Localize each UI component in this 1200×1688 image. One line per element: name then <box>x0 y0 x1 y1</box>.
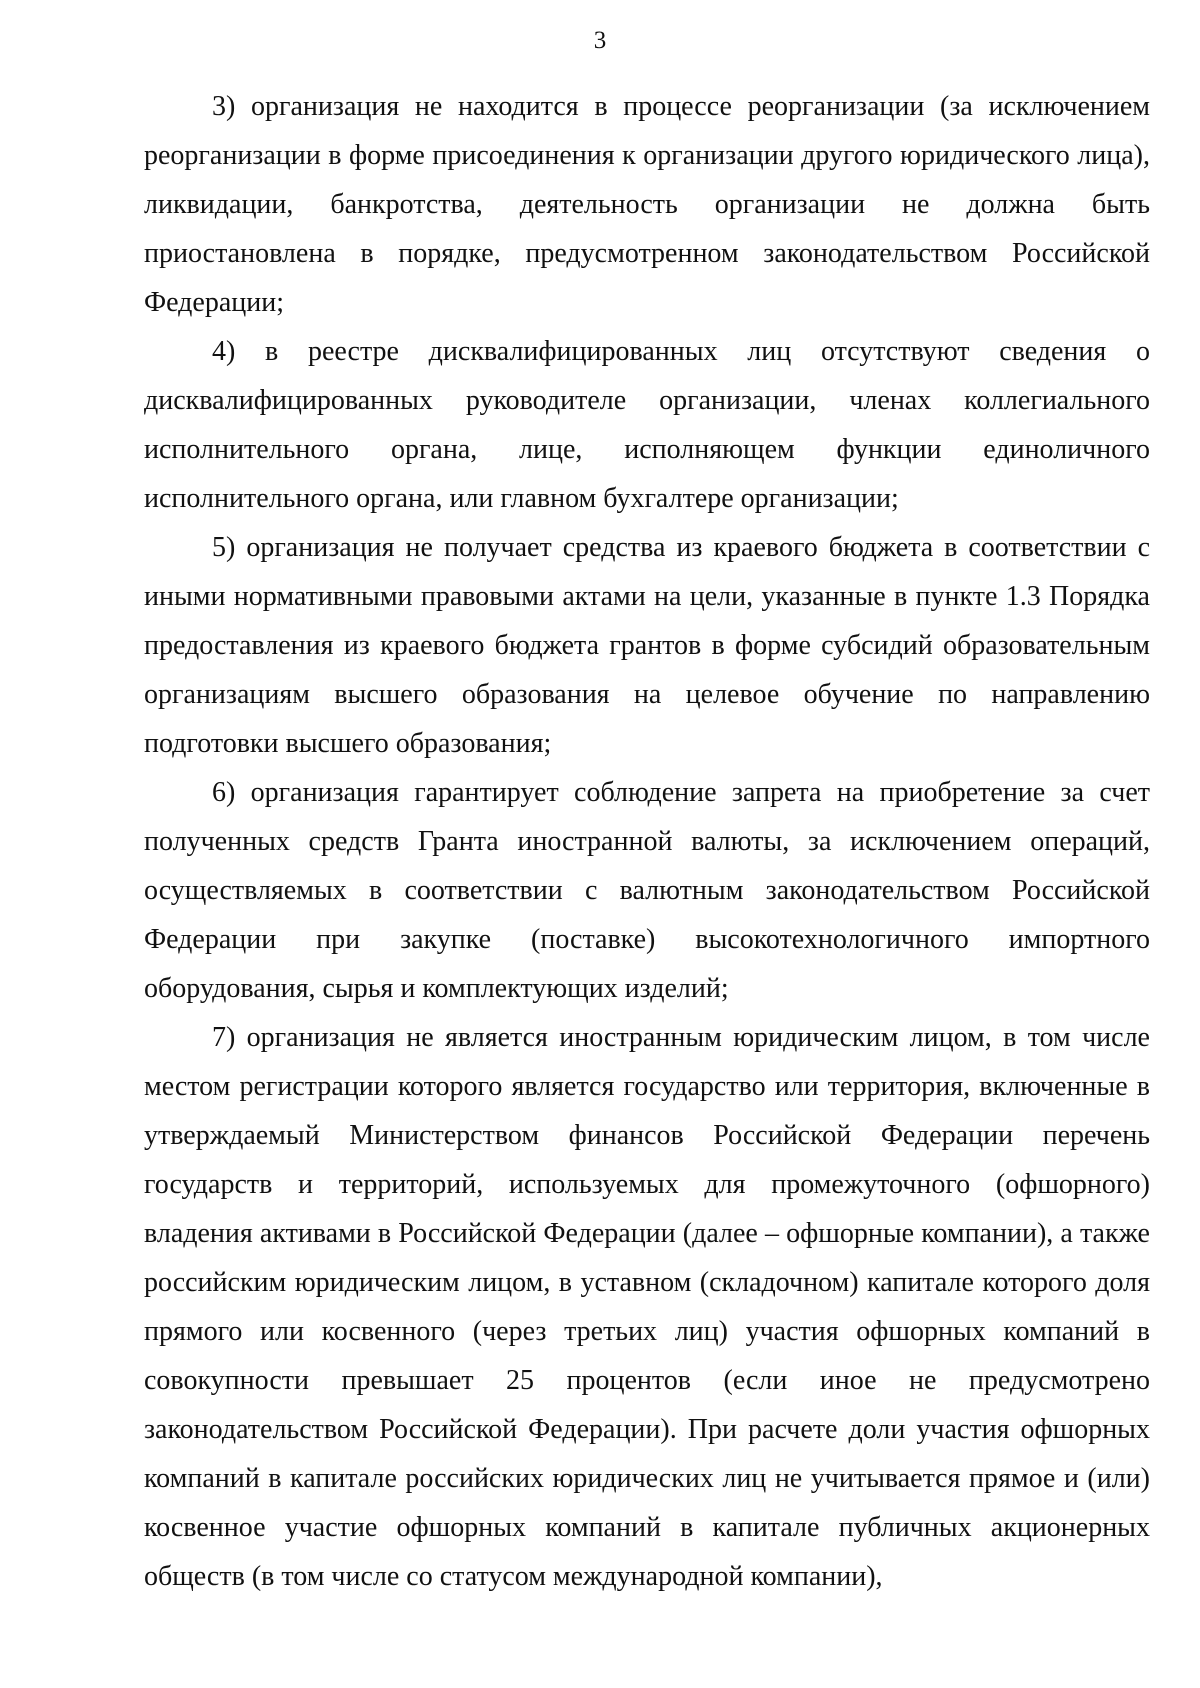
paragraph-item-4: 4) в реестре дисквалифицированных лиц отсутствуют сведения о дисквалифицированных руководителе организации, членах коллегиального исполнительного органа, лице, исполняющем функции единоличного исполнительного органа, или главном бухгалтере организации; <box>144 336 1150 514</box>
paragraph-item-7: 7) организация не является иностранным юридическим лицом, в том числе местом регистрации которого является государство или территория, включенные в утверждаемый Министерством финансов Российской Федерации перечень государств и территорий, используемых для промежуточного (офшорного) владения активами в Российской Федерации (далее – офшорные компании), а также российским юридическим лицом, в уставном (складочном) капитале которого доля прямого или косвенного (через третьих лиц) участия офшорных компаний в совокупности превышает 25 процентов (если иное не предусмотрено законодательством Российской Федерации). При расчете доли участия офшорных компаний в капитале российских юридических лиц не учитывается прямое и (или) косвенное участие офшорных компаний в капитале публичных акционерных обществ (в том числе со статусом международной компании), <box>144 1022 1150 1592</box>
page-number: 3 <box>593 27 607 54</box>
paragraph-item-6: 6) организация гарантирует соблюдение запрета на приобретение за счет полученных средств Гранта иностранной валюты, за исключением операций, осуществляемых в соответствии с валютным законодательством Российской Федерации при закупке (поставке) высокотехнологичного импортного оборудования, сырья и комплектующих изделий; <box>144 777 1150 1004</box>
paragraph-item-3: 3) организация не находится в процессе реорганизации (за исключением реорганизации в форме присоединения к организации другого юридического лица), ликвидации, банкротства, деятельность организации не должна быть приостановлена в порядке, предусмотренном законодательством Российской Федерации; <box>144 91 1150 318</box>
paragraph-item-5: 5) организация не получает средства из краевого бюджета в соответствии с иными нормативными правовыми актами на цели, указанные в пункте 1.3 Порядка предоставления из краевого бюджета грантов в форме субсидий образовательным организациям высшего образования на целевое обучение по направлению подготовки высшего образования; <box>144 532 1150 759</box>
document-body <box>144 82 1150 1601</box>
